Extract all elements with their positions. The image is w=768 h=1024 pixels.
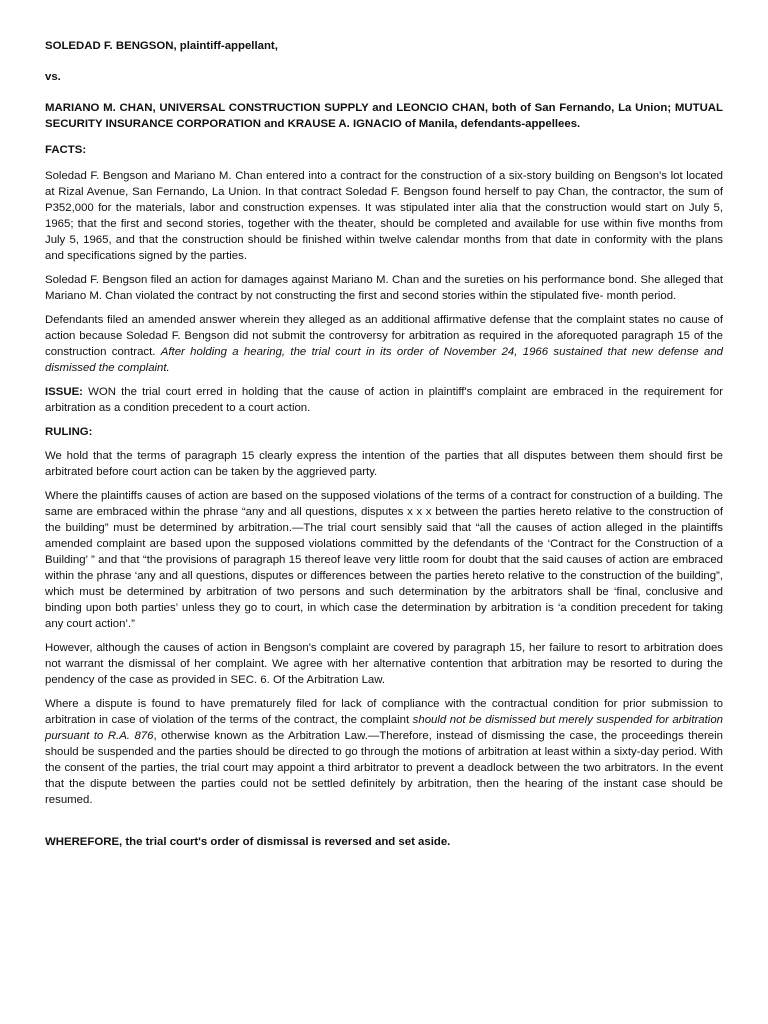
- facts-paragraph-3-italic: After holding a hearing, the trial court in its order of November 24, 1966 sustained that new defense and dismissed the complaint.: [45, 346, 723, 374]
- wherefore-text: the trial court's order of dismissal is reversed and set aside.: [122, 836, 451, 848]
- ruling-heading: RULING:: [45, 426, 93, 438]
- ruling-paragraph-4-text-b: , otherwise known as the Arbitration Law.—Therefore, instead of dismissing the case, the proceedings therein should be suspended and the parties should be directed to go through the motions of arbitration at least within a sixty-day period. With the consent of the parties, the trial court may appoint a third arbitrator to prevent a deadlock between the two arbitrators. In the event that the dispute between the parties could not be settled definitely by arbitration, then the hearing of the instant case should be resumed.: [45, 730, 723, 806]
- caption-defendants: MARIANO M. CHAN, UNIVERSAL CONSTRUCTION SUPPLY and LEONCIO CHAN, both of San Fernando, La Union; MUTUAL SECURITY INSURANCE CORPORATION and KRAUSE A. IGNACIO of Manila, defendants-appellees.: [45, 102, 723, 130]
- ruling-paragraph-4-italic: should not be dismissed but merely suspended for arbitration pursuant to R.A. 876: [45, 714, 723, 742]
- facts-paragraph-2: Soledad F. Bengson filed an action for damages against Mariano M. Chan and the sureties on his performance bond. She alleged that Mariano M. Chan violated the contract by not constructing the first and second stories within the stipulated five- month period.: [45, 274, 723, 302]
- facts-paragraph-3: [45, 312, 723, 376]
- wherefore-label: WHEREFORE,: [45, 836, 123, 848]
- wherefore-paragraph: [45, 834, 723, 850]
- caption-plaintiff: SOLEDAD F. BENGSON, plaintiff-appellant,: [45, 40, 278, 52]
- ruling-paragraph-1: We hold that the terms of paragraph 15 clearly express the intention of the parties that all disputes between them should first be arbitrated before court action can be taken by the aggrieved party.: [45, 450, 723, 478]
- document-page: [45, 38, 723, 858]
- issue-paragraph: [45, 384, 723, 416]
- ruling-paragraph-2: Where the plaintiffs causes of action are based on the supposed violations of the terms of a contract for construction of a building. The same are embraced within the phrase “any and all questions, disputes x x x between the parties hereto relative to the construction of the building” must be determined by arbitration.—The trial court sensibly said that “all the causes of action alleged in the plaintiffs amended complaint are based upon the supposed violations committed by the defendants of the ‘Contract for the Construction of a Building’ ” and that “the provisions of paragraph 15 thereof leave very little room for doubt that the said causes of action are embraced within the phrase ‘any and all questions, disputes or differences between the parties hereto relative to the construction of the building”, which must be determined by arbitration of two persons and such determination by the arbitrators shall be ‘final, conclusive and binding upon both parties’ unless they go to court, in which case the determination by arbitration is ‘a condition precedent for taking any court action’.”: [45, 490, 723, 630]
- caption-vs: vs.: [45, 71, 61, 83]
- facts-paragraph-1: Soledad F. Bengson and Mariano M. Chan entered into a contract for the construction of a six-story building on Bengson's lot located at Rizal Avenue, San Fernando, La Union. In that contract Soledad F. Bengson found herself to pay Chan, the contractor, the sum of P352,000 for the materials, labor and construction expenses. It was stipulated inter alia that the construction would start on July 5, 1965; that the first and second stories, together with the theater, should be completed and available for use within five months from July 5, 1965, and that the construction should be finished within twelve calendar months from that date in conformity with the plans and specifications signed by the parties.: [45, 170, 723, 262]
- facts-paragraph-3-text: Defendants filed an amended answer wherein they alleged as an additional affirmative defense that the complaint states no cause of action because Soledad F. Bengson did not submit the controversy for arbitration as required in the aforequoted paragraph 15 of the construction contract.: [45, 314, 723, 358]
- ruling-paragraph-4: [45, 696, 723, 808]
- ruling-paragraph-4-text-a: Where a dispute is found to have prematurely filed for lack of compliance with the contractual condition for prior submission to arbitration in case of violation of the terms of the contract, the complaint: [45, 698, 723, 726]
- issue-text: WON the trial court erred in holding that the cause of action in plaintiff's complaint are embraced in the requirement for arbitration as a condition precedent to a court action.: [45, 386, 723, 414]
- facts-heading: FACTS:: [45, 144, 87, 156]
- issue-label: ISSUE:: [45, 386, 83, 398]
- ruling-paragraph-3: However, although the causes of action in Bengson's complaint are covered by paragraph 15, her failure to resort to arbitration does not warrant the dismissal of her complaint. We agree with her alternative contention that arbitration may be resorted to during the pendency of the case as provided in SEC. 6. Of the Arbitration Law.: [45, 642, 723, 686]
